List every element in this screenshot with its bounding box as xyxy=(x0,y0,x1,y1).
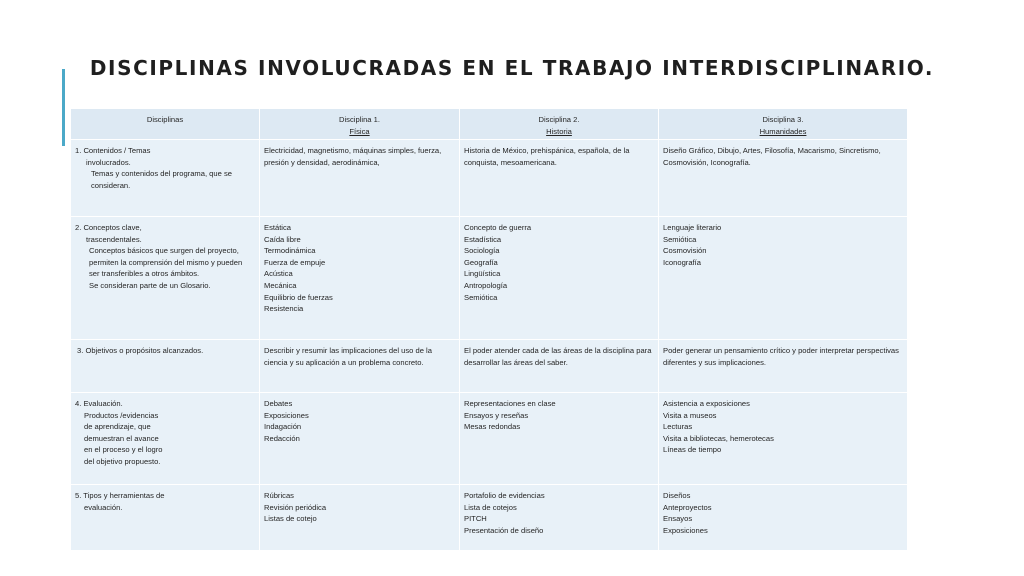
table-cell: Concepto de guerra Estadística Sociología Geografía Lingüística Antropología Semiótica xyxy=(460,217,659,340)
table-row xyxy=(71,217,908,340)
table-cell: Debates Exposiciones Indagación Redacción xyxy=(260,393,460,485)
header-cell-disciplina-3: Disciplina 3. Humanidades xyxy=(659,109,908,140)
row-label-cell: 2. Conceptos clave, trascendentales. Conceptos básicos que surgen del proyecto, permiten la comprensión del mismo y pueden ser transferibles a otros ámbitos. Se consideran parte de un Glosario. xyxy=(71,217,260,340)
row-label-cell: 5. Tipos y herramientas de evaluación. xyxy=(71,485,260,551)
page-title: DISCIPLINAS INVOLUCRADAS EN EL TRABAJO INTERDISCIPLINARIO. xyxy=(89,56,935,80)
table-cell: El poder atender cada de las áreas de la disciplina para desarrollar las áreas del saber. xyxy=(460,340,659,393)
table-cell: Asistencia a exposiciones Visita a museos Lecturas Visita a bibliotecas, hemerotecas Líneas de tiempo xyxy=(659,393,908,485)
table-cell: Lenguaje literario Semiótica Cosmovisión Iconografía xyxy=(659,217,908,340)
table-row xyxy=(71,393,908,485)
table-cell: Rúbricas Revisión periódica Listas de cotejo xyxy=(260,485,460,551)
accent-bar xyxy=(62,69,65,146)
disciplines-table xyxy=(70,108,908,551)
table-cell: Portafolio de evidencias Lista de cotejos PITCH Presentación de diseño xyxy=(460,485,659,551)
table-row xyxy=(71,485,908,551)
header-subject: Historia xyxy=(546,126,572,136)
header-subject: Humanidades xyxy=(759,126,807,136)
table-row xyxy=(71,140,908,217)
header-cell-disciplinas: Disciplinas xyxy=(71,109,260,140)
header-cell-disciplina-1: Disciplina 1. Física xyxy=(260,109,460,140)
header-cell-disciplina-2: Disciplina 2. Historia xyxy=(460,109,659,140)
table-cell: Diseño Gráfico, Dibujo, Artes, Filosofía, Macarismo, Sincretismo, Cosmovisión, Iconografía. xyxy=(659,140,908,217)
table-header-row xyxy=(71,109,908,140)
table-cell: Poder generar un pensamiento crítico y poder interpretar perspectivas diferentes y sus implicaciones. xyxy=(659,340,908,393)
row-label-cell: 3. Objetivos o propósitos alcanzados. xyxy=(71,340,260,393)
table-cell: Representaciones en clase Ensayos y reseñas Mesas redondas xyxy=(460,393,659,485)
row-label-cell: 4. Evaluación. Productos /evidencias de aprendizaje, que demuestran el avance en el proceso y el logro del objetivo propuesto. xyxy=(71,393,260,485)
table-cell: Historia de México, prehispánica, española, de la conquista, mesoamericana. xyxy=(460,140,659,217)
table-cell: Diseños Anteproyectos Ensayos Exposiciones xyxy=(659,485,908,551)
header-subject: Física xyxy=(349,126,370,136)
table-cell: Estática Caída libre Termodinámica Fuerza de empuje Acústica Mecánica Equilibrio de fuerzas Resistencia xyxy=(260,217,460,340)
row-label-cell: 1. Contenidos / Temas involucrados. Temas y contenidos del programa, que se consideran. xyxy=(71,140,260,217)
table-cell: Describir y resumir las implicaciones del uso de la ciencia y su aplicación a un problema concreto. xyxy=(260,340,460,393)
table-row xyxy=(71,340,908,393)
table-cell: Electricidad, magnetismo, máquinas simples, fuerza, presión y densidad, aerodinámica, xyxy=(260,140,460,217)
